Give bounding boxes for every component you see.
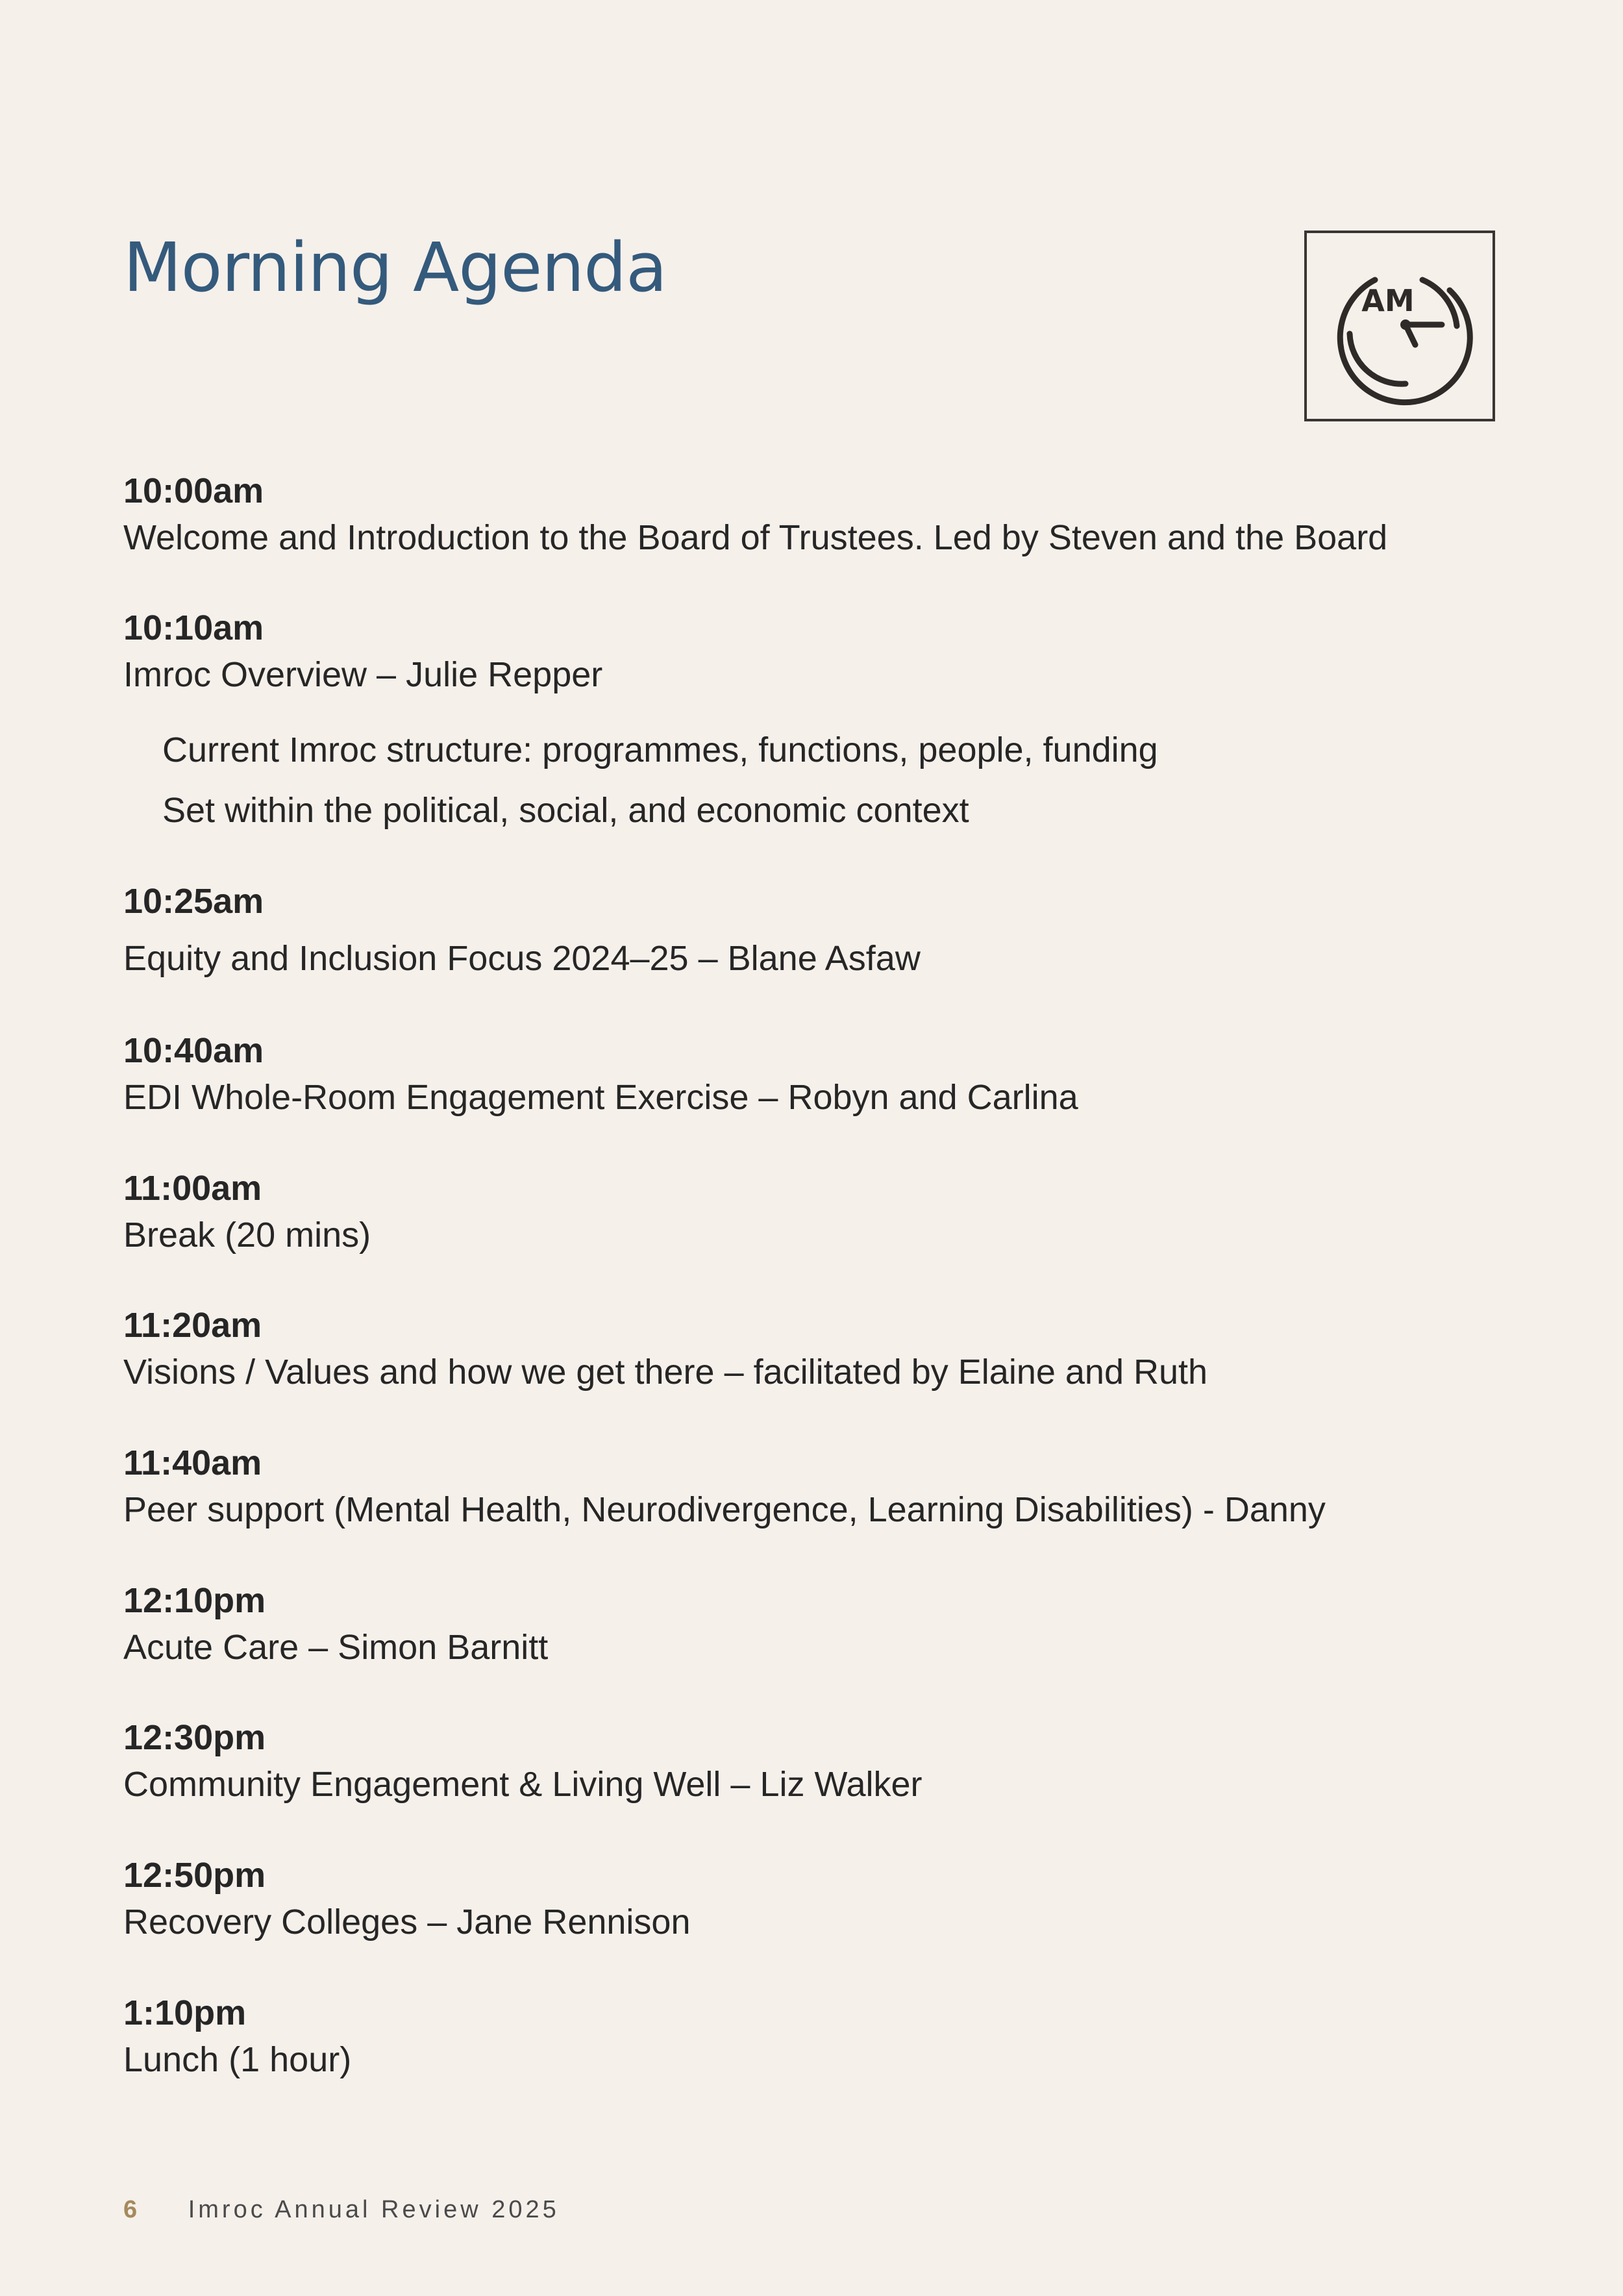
agenda-description: EDI Whole-Room Engagement Exercise – Robyn and Carlina xyxy=(123,1078,1078,1117)
agenda-item xyxy=(123,1302,1500,1395)
agenda-subitem: Set within the political, social, and economic context xyxy=(162,791,969,830)
agenda-item xyxy=(123,605,1500,834)
agenda-description: Visions / Values and how we get there – facilitated by Elaine and Ruth xyxy=(123,1353,1208,1391)
page-number: 6 xyxy=(123,2196,141,2223)
agenda-time: 12:10pm xyxy=(123,1581,266,1620)
am-clock-icon xyxy=(1304,231,1495,421)
page-title: Morning Agenda xyxy=(123,228,667,307)
agenda-item xyxy=(123,1990,1500,2083)
agenda-time: 10:40am xyxy=(123,1031,264,1070)
agenda-time: 10:10am xyxy=(123,608,264,647)
agenda-description: Peer support (Mental Health, Neurodivergence, Learning Disabilities) - Danny xyxy=(123,1490,1326,1529)
agenda-description: Recovery Colleges – Jane Rennison xyxy=(123,1903,691,1941)
agenda-time: 12:30pm xyxy=(123,1718,266,1757)
am-label: AM xyxy=(1361,283,1415,318)
publication-title: Imroc Annual Review 2025 xyxy=(188,2196,560,2223)
agenda-description: Community Engagement & Living Well – Liz Walker xyxy=(123,1765,923,1804)
agenda-description: Equity and Inclusion Focus 2024–25 – Blane Asfaw xyxy=(123,939,921,978)
agenda-time: 10:00am xyxy=(123,471,264,510)
agenda-time: 11:40am xyxy=(123,1443,262,1482)
agenda-item xyxy=(123,1852,1500,1945)
agenda-item xyxy=(123,468,1500,561)
agenda-item xyxy=(123,878,1500,982)
agenda-time: 11:00am xyxy=(123,1169,262,1208)
agenda-time: 11:20am xyxy=(123,1306,262,1345)
agenda-item xyxy=(123,1577,1500,1671)
agenda-description: Acute Care – Simon Barnitt xyxy=(123,1628,549,1667)
agenda-time: 1:10pm xyxy=(123,1993,247,2032)
agenda-item xyxy=(123,1027,1500,1121)
agenda-item xyxy=(123,1165,1500,1258)
agenda-item xyxy=(123,1440,1500,1533)
agenda-time: 10:25am xyxy=(123,882,264,921)
agenda-description: Welcome and Introduction to the Board of Trustees. Led by Steven and the Board xyxy=(123,518,1388,557)
agenda-item xyxy=(123,1714,1500,1808)
agenda-subitem: Current Imroc structure: programmes, functions, people, funding xyxy=(162,730,1158,769)
agenda-description: Imroc Overview – Julie Repper xyxy=(123,655,603,694)
agenda-description: Lunch (1 hour) xyxy=(123,2040,352,2079)
page-footer xyxy=(123,2196,560,2224)
agenda-time: 12:50pm xyxy=(123,1856,266,1895)
agenda-description: Break (20 mins) xyxy=(123,1216,371,1254)
